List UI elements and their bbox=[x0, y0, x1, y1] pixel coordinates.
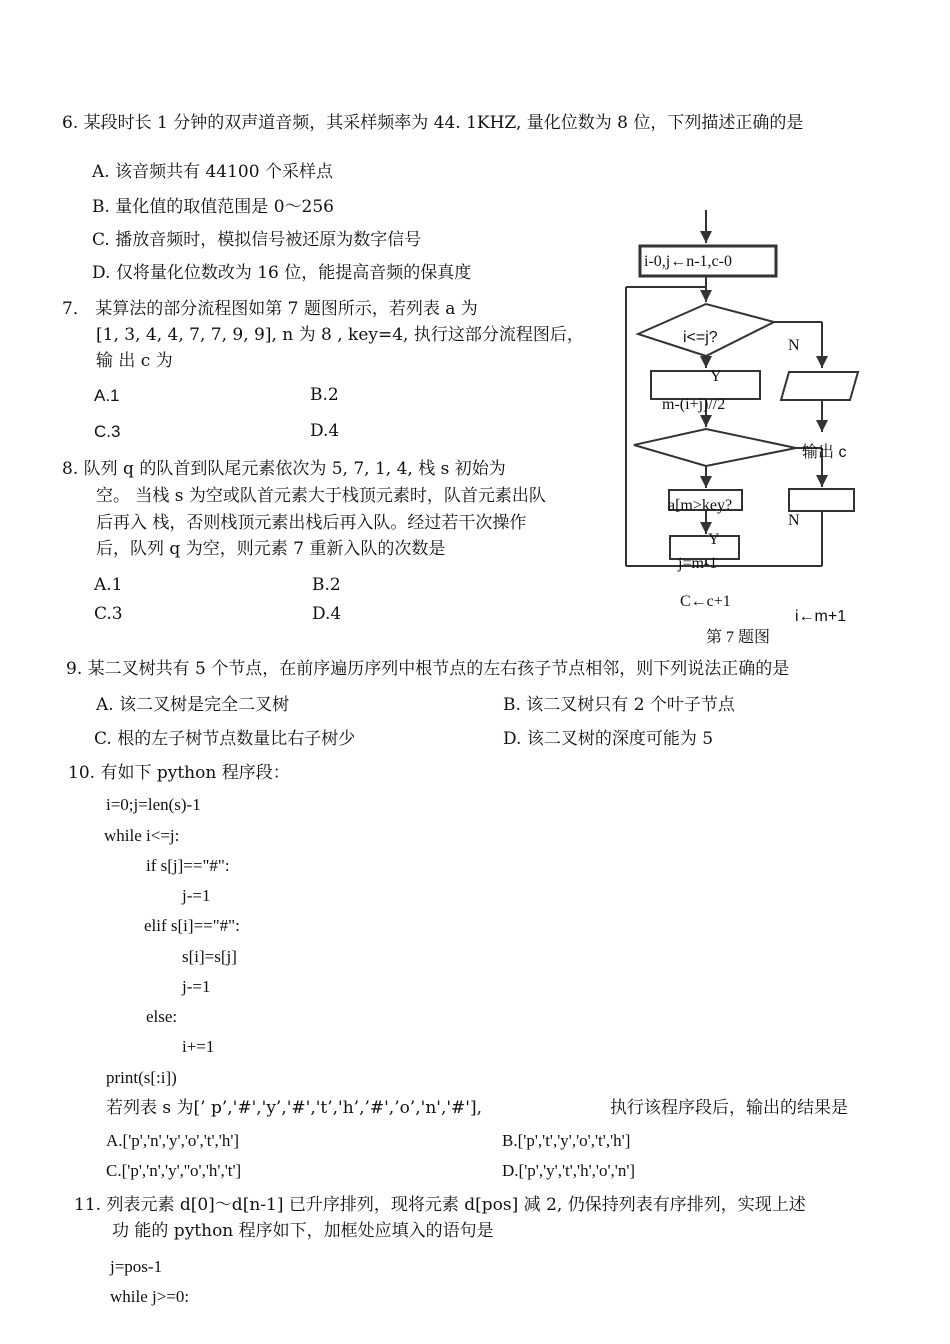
q10-code-line10: print(s[:i]) bbox=[106, 1068, 177, 1087]
q9-option-c: C. 根的左子树节点数量比右子树少 bbox=[94, 729, 356, 749]
q8-stem-line4: 后，队列 q 为空，则元素 7 重新入队的次数是 bbox=[96, 539, 446, 559]
q10-option-d: D.['p','y','t','h','o','n'] bbox=[502, 1161, 636, 1180]
q10-code-line6: s[i]=s[j] bbox=[182, 947, 237, 966]
q6-option-b: B. 量化值的取值范围是 0～256 bbox=[92, 197, 334, 217]
q10-code-line8: else: bbox=[146, 1007, 178, 1026]
q10-code-line2: while i<=j: bbox=[104, 826, 180, 845]
q8-stem-line3: 后再入 栈，否则栈顶元素出栈后再入队。经过若干次操作 bbox=[96, 513, 527, 533]
q9-option-b: B. 该二叉树只有 2 个叶子节点 bbox=[503, 695, 735, 715]
q8-stem-line1: 8. 队列 q 的队首到队尾元素依次为 5, 7, 1, 4, 栈 s 初始为 bbox=[62, 459, 506, 479]
q10-code-line7: j-=1 bbox=[182, 977, 211, 996]
flow-assign-i-label: i←m+1 bbox=[795, 608, 847, 625]
q8-option-d: D.4 bbox=[312, 604, 342, 624]
q10-code-line9: i+=1 bbox=[182, 1037, 215, 1056]
q6-option-c: C. 播放音频时，模拟信号被还原为数字信号 bbox=[92, 230, 422, 250]
q8-option-b: B.2 bbox=[312, 575, 341, 595]
q8-stem-line2: 空。 当栈 s 为空或队首元素大于栈顶元素时，队首元素出队 bbox=[96, 486, 546, 506]
flow-no1-label: N bbox=[788, 337, 800, 354]
flow-cond1-label: i<=j? bbox=[683, 329, 718, 346]
q11-stem-line2: 功 能的 python 程序如下，加框处应填入的语句是 bbox=[112, 1221, 494, 1241]
q7-stem-line2: [1, 3, 4, 4, 7, 7, 9, 9], n 为 8 , key=4, 执行这部分流程图后， bbox=[96, 325, 584, 345]
q9-stem: 9. 某二叉树共有 5 个节点，在前序遍历序列中根节点的左右孩子节点相邻，则下列说法正确的是 bbox=[66, 659, 790, 679]
q8-option-a: A.1 bbox=[94, 575, 123, 595]
q6-option-a: A. 该音频共有 44100 个采样点 bbox=[92, 162, 333, 182]
flowchart-figure-7 bbox=[600, 200, 900, 650]
q9-option-d: D. 该二叉树的深度可能为 5 bbox=[503, 729, 714, 749]
q10-option-a: A.['p','n','y','o','t','h'] bbox=[106, 1131, 240, 1150]
q7-option-a: A.1 bbox=[94, 386, 120, 405]
q10-code-line1: i=0;j=len(s)-1 bbox=[106, 795, 201, 814]
q6-option-d: D. 仅将量化位数改为 16 位，能提高音频的保真度 bbox=[92, 263, 472, 283]
q6-stem: 6. 某段时长 1 分钟的双声道音频，其采样频率为 44. 1KHZ, 量化位数为 8 位，下列描述正确的是 bbox=[62, 113, 804, 133]
flow-yes2-label: Y bbox=[708, 531, 720, 548]
q10-question-right: 执行该程序段后，输出的结果是 bbox=[610, 1098, 848, 1118]
q7-stem-line1: 7． 某算法的部分流程图如第 7 题图所示，若列表 a 为 bbox=[62, 299, 478, 319]
q10-code-line3: if s[j]=="#": bbox=[146, 856, 230, 875]
flow-output-label: 输出 c bbox=[802, 444, 847, 461]
flow-assign-j-label: j=m-1 bbox=[678, 555, 718, 572]
q7-option-d: D.4 bbox=[310, 421, 340, 441]
flow-no2-label: N bbox=[788, 512, 800, 529]
q10-question-left: 若列表 s 为[’ p’,'#','y’,'#','t’,'h’,’#',’o’,'n','#'], bbox=[106, 1098, 482, 1118]
q10-option-c: C.['p','n','y',''o','h','t'] bbox=[106, 1161, 242, 1180]
q7-option-b: B.2 bbox=[310, 385, 339, 405]
q11-stem-line1: 11. 列表元素 d[0]～d[n-1] 已升序排列，现将元素 d[pos] 减 2, 仍保持列表有序排列，实现上述 bbox=[74, 1195, 806, 1215]
q8-option-c: C.3 bbox=[94, 604, 123, 624]
flow-caption: 第 7 题图 bbox=[706, 629, 771, 646]
q11-code-line1: j=pos-1 bbox=[110, 1257, 163, 1276]
q11-code-line2: while j>=0: bbox=[110, 1287, 190, 1306]
q9-option-a: A. 该二叉树是完全二叉树 bbox=[96, 695, 290, 715]
q10-code-line4: j-=1 bbox=[182, 886, 211, 905]
q7-stem-line3: 输 出 c 为 bbox=[96, 351, 173, 371]
flow-yes1-label: Y bbox=[710, 368, 722, 385]
q10-stem: 10. 有如下 python 程序段： bbox=[68, 763, 290, 783]
flow-mid-label: m-(i+j)//2 bbox=[662, 396, 726, 413]
q10-code-line5: elif s[i]=="#": bbox=[144, 916, 240, 935]
flow-init-label: i-0,j←n-1,c-0 bbox=[644, 253, 732, 270]
q10-option-b: B.['p','t','y','o','t','h'] bbox=[502, 1131, 631, 1150]
flow-cond2-label: a[m>key? bbox=[668, 497, 733, 514]
q7-option-c: C.3 bbox=[94, 422, 121, 441]
flow-count-label: C←c+1 bbox=[680, 593, 731, 610]
